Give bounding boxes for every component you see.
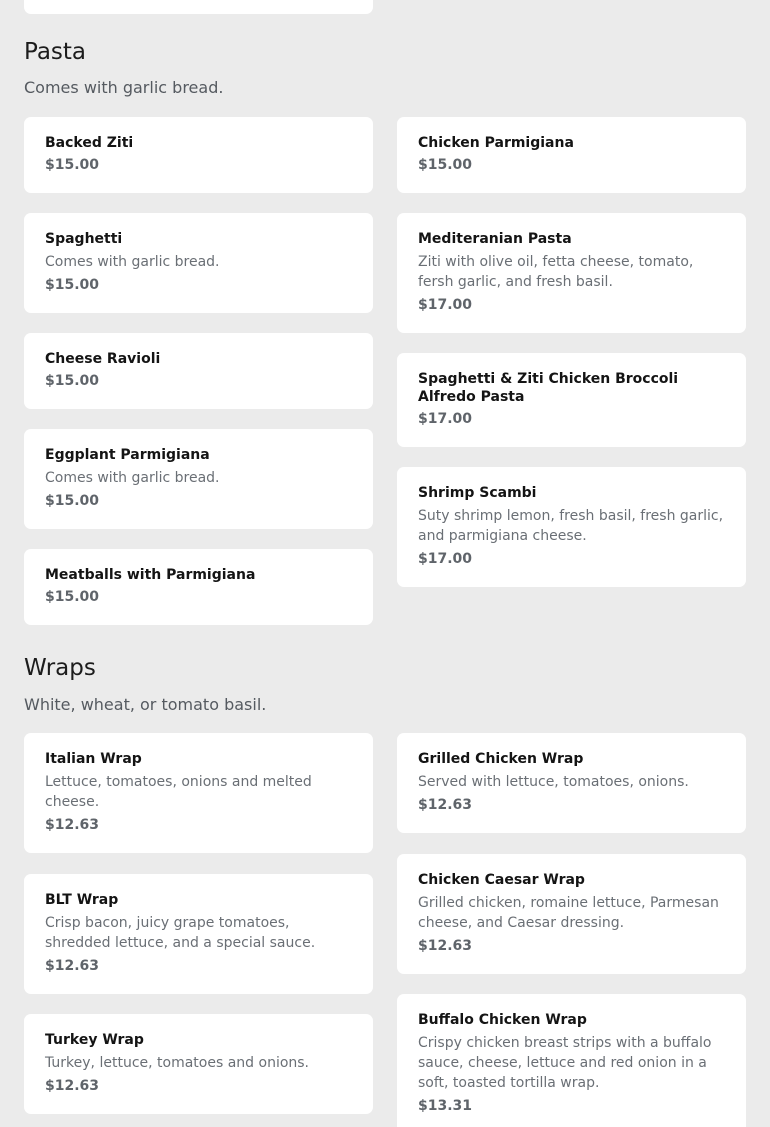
item-name: Italian Wrap (45, 751, 142, 767)
item-name: Grilled Chicken Wrap (418, 751, 584, 767)
item-price: $12.63 (45, 817, 100, 833)
item-price: $17.00 (418, 551, 473, 567)
item-price: $15.00 (45, 277, 100, 293)
item-description: Grilled chicken, romaine lettuce, Parmesan cheese, and Caesar dressing. (418, 895, 719, 931)
menu-item-card[interactable] (24, 429, 373, 529)
item-description: Crisp bacon, juicy grape tomatoes, shredded lettuce, and a special sauce. (45, 915, 316, 951)
item-price: $12.63 (418, 797, 473, 813)
item-name: Buffalo Chicken Wrap (418, 1012, 587, 1028)
item-description: Comes with garlic bread. (45, 254, 220, 270)
item-description: Served with lettuce, tomatoes, onions. (418, 774, 689, 790)
item-price: $17.00 (418, 411, 473, 427)
menu-item-card[interactable] (397, 467, 746, 587)
item-price: $13.31 (418, 1098, 473, 1114)
item-price: $15.00 (45, 373, 100, 389)
item-name: Cheese Ravioli (45, 351, 161, 367)
menu-item-card[interactable] (397, 733, 746, 833)
section-wraps (24, 654, 746, 682)
menu-item-card-partial[interactable] (24, 0, 373, 14)
menu-item-card[interactable] (397, 117, 746, 193)
menu-item-card[interactable] (24, 213, 373, 313)
item-name: Spaghetti & Ziti Chicken Broccoli Alfredo Pasta (418, 371, 679, 405)
item-price: $15.00 (45, 493, 100, 509)
item-name: Turkey Wrap (45, 1032, 144, 1048)
item-price: $15.00 (45, 589, 100, 605)
item-name: BLT Wrap (45, 892, 119, 908)
section-wraps-desc-wrap (24, 695, 746, 715)
item-price: $12.63 (45, 1078, 100, 1094)
menu-item-card[interactable] (24, 874, 373, 994)
item-price: $17.00 (418, 297, 473, 313)
item-name: Spaghetti (45, 231, 123, 247)
item-description: Suty shrimp lemon, fresh basil, fresh garlic, and parmigiana cheese. (418, 508, 724, 544)
item-price: $15.00 (418, 157, 473, 173)
section-pasta-desc-wrap (24, 78, 746, 98)
item-description: Turkey, lettuce, tomatoes and onions. (45, 1055, 310, 1071)
item-name: Chicken Parmigiana (418, 135, 574, 151)
menu-item-card[interactable] (397, 213, 746, 333)
item-description: Crispy chicken breast strips with a buffalo sauce, cheese, lettuce and red onion in a soft, toasted tortilla wrap. (418, 1035, 712, 1091)
item-name: Backed Ziti (45, 135, 134, 151)
item-name: Chicken Caesar Wrap (418, 872, 585, 888)
item-price: $12.63 (418, 938, 473, 954)
item-price: $15.00 (45, 157, 100, 173)
section-description: White, wheat, or tomato basil. (24, 695, 267, 714)
menu-item-card[interactable] (397, 854, 746, 974)
section-title: Wraps (24, 655, 96, 681)
item-name: Shrimp Scambi (418, 485, 537, 501)
item-name: Eggplant Parmigiana (45, 447, 210, 463)
menu-item-card[interactable] (24, 549, 373, 625)
item-name: Mediteranian Pasta (418, 231, 572, 247)
menu-item-card[interactable] (24, 1014, 373, 1114)
section-pasta (24, 38, 746, 66)
menu-item-card[interactable] (24, 333, 373, 409)
item-name: Meatballs with Parmigiana (45, 567, 256, 583)
item-description: Lettuce, tomatoes, onions and melted cheese. (45, 774, 312, 810)
menu-item-card[interactable] (397, 353, 746, 447)
item-price: $12.63 (45, 958, 100, 974)
item-description: Comes with garlic bread. (45, 470, 220, 486)
menu-item-card[interactable] (24, 117, 373, 193)
menu-item-card[interactable] (397, 994, 746, 1127)
section-title: Pasta (24, 39, 87, 65)
section-description: Comes with garlic bread. (24, 78, 224, 97)
item-description: Ziti with olive oil, fetta cheese, tomato, fersh garlic, and fresh basil. (418, 254, 694, 290)
menu-item-card[interactable] (24, 733, 373, 853)
